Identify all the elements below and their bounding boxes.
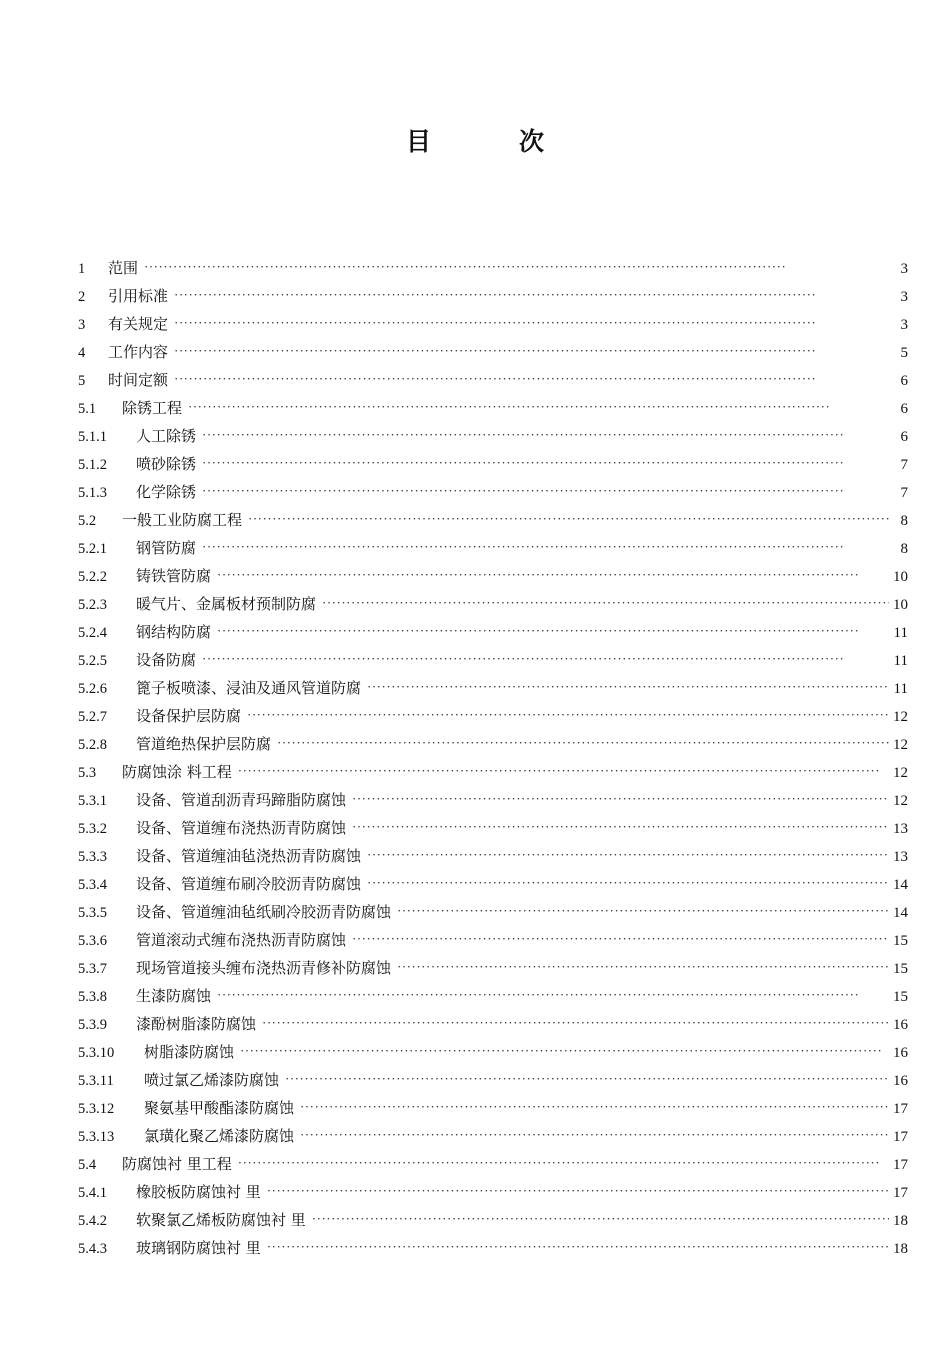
toc-leader-dots: [202, 449, 890, 477]
toc-entry-page: 5: [900, 345, 908, 361]
toc-entry-page: 18: [893, 1213, 908, 1229]
toc-entry-number: 5.4.3: [78, 1241, 107, 1257]
toc-entry-number: 5.2.7: [78, 709, 107, 725]
toc-entry: [78, 982, 908, 1010]
toc-entry: [78, 646, 908, 674]
toc-entry: [78, 674, 908, 702]
toc-leader-dots: [174, 281, 890, 309]
toc-entry: [78, 1094, 908, 1122]
toc-entry-page: 14: [893, 905, 908, 921]
toc-entry: [78, 310, 908, 338]
toc-entry-label: 喷砂除锈: [136, 455, 197, 473]
toc-entry-page: 6: [900, 429, 908, 445]
toc-entry-number: 5.2.1: [78, 541, 107, 557]
toc-leader-dots: [247, 701, 889, 729]
toc-leader-dots: [238, 1149, 889, 1177]
toc-entry-page: 12: [893, 709, 908, 725]
toc-entry-number: 3: [78, 317, 86, 333]
toc-entry-number: 5.3.11: [78, 1073, 114, 1089]
toc-leader-dots: [188, 393, 890, 421]
toc-leader-dots: [312, 1205, 889, 1233]
toc-entry: [78, 870, 908, 898]
toc-entry-page: 16: [893, 1045, 908, 1061]
toc-entry: [78, 1234, 908, 1262]
toc-leader-dots: [352, 813, 889, 841]
toc-entry-number: 4: [78, 345, 86, 361]
toc-leader-dots: [300, 1121, 889, 1149]
toc-entry-number: 5.3: [78, 765, 97, 781]
toc-leader-dots: [277, 729, 889, 757]
toc-entry-number: 5.3.10: [78, 1045, 115, 1061]
toc-entry: [78, 954, 908, 982]
toc-leader-dots: [262, 1009, 889, 1037]
toc-entry-page: 8: [900, 541, 908, 557]
toc-entry-label: 有关规定: [108, 315, 169, 333]
toc-entry-number: 5.3.8: [78, 989, 107, 1005]
toc-entry-label: 设备、管道缠油毡浇热沥青防腐蚀: [136, 847, 362, 865]
toc-leader-dots: [367, 869, 889, 897]
toc-entry: [78, 618, 908, 646]
toc-entry-number: 5.2.8: [78, 737, 107, 753]
toc-entry-number: 5.4.1: [78, 1185, 107, 1201]
toc-leader-dots: [367, 673, 890, 701]
toc-leader-dots: [267, 1233, 889, 1261]
toc-entry-page: 11: [893, 653, 908, 669]
toc-leader-dots: [217, 617, 890, 645]
toc-entry: [78, 590, 908, 618]
toc-entry-page: 3: [900, 261, 908, 277]
toc-entry: [78, 1150, 908, 1178]
toc-entry-page: 6: [900, 373, 908, 389]
toc-entry-label: 防腐蚀衬 里工程: [122, 1155, 232, 1173]
toc-entry-label: 钢管防腐: [136, 539, 197, 557]
toc-entry-number: 5.3.7: [78, 961, 107, 977]
toc-entry-page: 12: [893, 793, 908, 809]
toc-entry-label: 管道滚动式缠布浇热沥青防腐蚀: [136, 931, 347, 949]
toc-entry-page: 3: [900, 289, 908, 305]
toc-entry-label: 铸铁管防腐: [136, 567, 212, 585]
toc-entry: [78, 898, 908, 926]
toc-entry-page: 8: [900, 513, 908, 529]
toc-entry-number: 5.2.4: [78, 625, 107, 641]
toc-entry-label: 防腐蚀涂 料工程: [122, 763, 232, 781]
toc-leader-dots: [217, 981, 889, 1009]
toc-entry-number: 5.2.6: [78, 681, 107, 697]
toc-leader-dots: [397, 953, 889, 981]
toc-entry-label: 时间定额: [108, 371, 169, 389]
toc-entry-label: 一般工业防腐工程: [122, 511, 243, 529]
toc-entry: [78, 1122, 908, 1150]
toc-entry: [78, 730, 908, 758]
toc-entry: [78, 758, 908, 786]
toc-leader-dots: [367, 841, 889, 869]
toc-entry-label: 暖气片、金属板材预制防腐: [136, 595, 317, 613]
toc-leader-dots: [202, 645, 890, 673]
toc-entry-number: 5.3.12: [78, 1101, 115, 1117]
toc-entry: [78, 786, 908, 814]
toc-entry-page: 16: [893, 1073, 908, 1089]
toc-entry-number: 5.4: [78, 1157, 97, 1173]
toc-entry-number: 5.1: [78, 401, 97, 417]
toc-entry-label: 范围: [108, 259, 139, 277]
toc-entry-page: 7: [900, 457, 908, 473]
toc-entry-page: 6: [900, 401, 908, 417]
toc-entry: [78, 1206, 908, 1234]
toc-entry-label: 聚氨基甲酸酯漆防腐蚀: [144, 1099, 295, 1117]
toc-entry-label: 设备、管道缠布刷冷胶沥青防腐蚀: [136, 875, 362, 893]
toc-entry-label: 设备保护层防腐: [136, 707, 242, 725]
toc-entry: [78, 534, 908, 562]
toc-entry-number: 5.4.2: [78, 1213, 107, 1229]
toc-entry-number: 5.3.4: [78, 877, 107, 893]
toc-leader-dots: [202, 533, 890, 561]
toc-entry: [78, 506, 908, 534]
toc-entry-label: 氯璜化聚乙烯漆防腐蚀: [144, 1127, 295, 1145]
toc-entry-page: 15: [893, 961, 908, 977]
toc-leader-dots: [352, 925, 889, 953]
toc-entry-label: 除锈工程: [122, 399, 183, 417]
toc-entry: [78, 254, 908, 282]
toc-entry-number: 5.3.9: [78, 1017, 107, 1033]
toc-entry-number: 5.3.13: [78, 1129, 115, 1145]
toc-entry-label: 漆酚树脂漆防腐蚀: [136, 1015, 257, 1033]
title-char-2: 次: [519, 127, 545, 156]
toc-entry-label: 工作内容: [108, 343, 169, 361]
toc-entry-number: 1: [78, 261, 86, 277]
toc-entry-number: 5.3.3: [78, 849, 107, 865]
toc-entry: [78, 702, 908, 730]
toc-entry-label: 树脂漆防腐蚀: [144, 1043, 235, 1061]
toc-entry: [78, 478, 908, 506]
toc-entry-number: 5.1.1: [78, 429, 107, 445]
toc-entry-label: 化学除锈: [136, 483, 197, 501]
toc-entry-number: 5: [78, 373, 86, 389]
toc-entry-label: 钢结构防腐: [136, 623, 212, 641]
toc-entry-label: 设备防腐: [136, 651, 197, 669]
toc-entry: [78, 1010, 908, 1038]
toc-entry-page: 18: [893, 1241, 908, 1257]
page-title: [0, 122, 950, 158]
toc-entry-label: 设备、管道刮沥青玛蹄脂防腐蚀: [136, 791, 347, 809]
toc-leader-dots: [202, 421, 890, 449]
toc-entry-number: 5.2.5: [78, 653, 107, 669]
toc-entry-number: 5.3.2: [78, 821, 107, 837]
toc-entry-page: 3: [900, 317, 908, 333]
toc-entry: [78, 562, 908, 590]
toc-entry-label: 设备、管道缠油毡纸刷冷胶沥青防腐蚀: [136, 903, 392, 921]
toc-entry-label: 橡胶板防腐蚀衬 里: [136, 1183, 261, 1201]
toc-entry-page: 15: [893, 933, 908, 949]
toc-entry: [78, 814, 908, 842]
toc-leader-dots: [248, 505, 890, 533]
toc-entry-page: 17: [893, 1157, 908, 1173]
toc-entry-page: 16: [893, 1017, 908, 1033]
toc-leader-dots: [397, 897, 889, 925]
toc-entry-label: 管道绝热保护层防腐: [136, 735, 272, 753]
title-char-1: 目: [405, 127, 431, 156]
toc-leader-dots: [202, 477, 890, 505]
toc-entry-number: 5.2.3: [78, 597, 107, 613]
toc-entry-number: 5.2: [78, 513, 97, 529]
toc-leader-dots: [322, 589, 889, 617]
toc-entry-page: 11: [893, 625, 908, 641]
toc-entry-page: 12: [893, 737, 908, 753]
toc-entry: [78, 1066, 908, 1094]
toc-entry-page: 17: [893, 1101, 908, 1117]
toc-entry-page: 10: [893, 569, 908, 585]
table-of-contents: [78, 254, 908, 1262]
toc-entry-label: 引用标准: [108, 287, 169, 305]
toc-leader-dots: [240, 1037, 889, 1065]
toc-leader-dots: [300, 1093, 889, 1121]
toc-entry-number: 5.1.2: [78, 457, 107, 473]
toc-entry-number: 5.3.5: [78, 905, 107, 921]
toc-entry-label: 篦子板喷漆、浸油及通风管道防腐: [136, 679, 362, 697]
toc-entry-number: 5.2.2: [78, 569, 107, 585]
toc-leader-dots: [174, 365, 890, 393]
toc-entry-label: 人工除锈: [136, 427, 197, 445]
toc-entry-page: 13: [893, 849, 908, 865]
toc-entry-page: 17: [893, 1129, 908, 1145]
toc-entry-page: 12: [893, 765, 908, 781]
toc-entry-label: 现场管道接头缠布浇热沥青修补防腐蚀: [136, 959, 392, 977]
toc-entry-page: 11: [893, 681, 908, 697]
toc-entry-label: 设备、管道缠布浇热沥青防腐蚀: [136, 819, 347, 837]
toc-entry: [78, 450, 908, 478]
toc-entry-number: 5.3.1: [78, 793, 107, 809]
toc-leader-dots: [238, 757, 889, 785]
toc-entry-page: 13: [893, 821, 908, 837]
toc-entry: [78, 842, 908, 870]
toc-entry-label: 软聚氯乙烯板防腐蚀衬 里: [136, 1211, 306, 1229]
toc-leader-dots: [267, 1177, 889, 1205]
toc-entry-page: 10: [893, 597, 908, 613]
toc-leader-dots: [174, 309, 890, 337]
toc-entry-number: 5.3.6: [78, 933, 107, 949]
toc-entry-number: 5.1.3: [78, 485, 107, 501]
toc-entry: [78, 282, 908, 310]
toc-entry: [78, 1038, 908, 1066]
toc-entry-page: 7: [900, 485, 908, 501]
toc-entry: [78, 422, 908, 450]
toc-entry-label: 玻璃钢防腐蚀衬 里: [136, 1239, 261, 1257]
toc-entry-page: 17: [893, 1185, 908, 1201]
toc-entry: [78, 338, 908, 366]
toc-leader-dots: [144, 253, 890, 281]
toc-leader-dots: [174, 337, 890, 365]
toc-entry: [78, 926, 908, 954]
toc-entry-number: 2: [78, 289, 86, 305]
toc-leader-dots: [285, 1065, 889, 1093]
toc-entry-label: 生漆防腐蚀: [136, 987, 212, 1005]
toc-entry: [78, 1178, 908, 1206]
toc-leader-dots: [217, 561, 889, 589]
toc-leader-dots: [352, 785, 889, 813]
toc-entry: [78, 366, 908, 394]
toc-entry-page: 14: [893, 877, 908, 893]
toc-entry: [78, 394, 908, 422]
toc-entry-label: 喷过氯乙烯漆防腐蚀: [144, 1071, 280, 1089]
toc-entry-page: 15: [893, 989, 908, 1005]
